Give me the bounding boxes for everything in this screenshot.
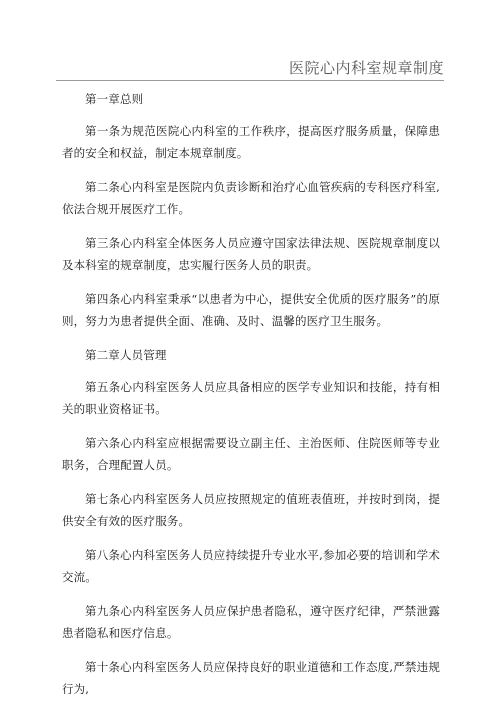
chapter-heading: 第一章总则	[85, 92, 144, 106]
article-paragraph: 第二条心内科室是医院内负责诊断和治疗心血管疾病的专科医疗科室,依法合规开展医疗工作。	[62, 180, 440, 216]
document-title: 医院心内科室规章制度	[288, 59, 444, 77]
article-paragraph: 第一条为规范医院心内科室的工作秩序，提高医疗服务质量，保障患者的安全和权益，制定本规章制度。	[62, 124, 440, 160]
article-paragraph: 第六条心内科室应根据需要设立副主任、主治医师、住院医师等专业职务，合理配置人员。	[62, 436, 440, 472]
article-paragraph: 第九条心内科室医务人员应保护患者隐私，遵守医疗纪律，严禁泄露患者隐私和医疗信息。	[62, 604, 440, 640]
article-paragraph: 第十条心内科室医务人员应保持良好的职业道德和工作态度,严禁违规行为,	[62, 660, 440, 696]
document-body	[62, 88, 440, 712]
chapter-heading: 第二章人员管理	[85, 348, 167, 362]
article-paragraph: 第四条心内科室秉承“以患者为中心，提供安全优质的医疗服务”的原则，努力为患者提供全面、准确、及时、温馨的医疗卫生服务。	[62, 292, 440, 328]
article-paragraph: 第八条心内科室医务人员应持续提升专业水平,参加必要的培训和学术交流。	[62, 548, 440, 584]
article-paragraph: 第三条心内科室全体医务人员应遵守国家法律法规、医院规章制度以及本科室的规章制度，忠实履行医务人员的职责。	[62, 236, 440, 272]
article-paragraph: 第五条心内科室医务人员应具备相应的医学专业知识和技能，持有相关的职业资格证书。	[62, 380, 440, 416]
document-header	[56, 58, 444, 81]
article-paragraph: 第七条心内科室医务人员应按照规定的值班表值班，并按时到岗，提供安全有效的医疗服务。	[62, 492, 440, 528]
